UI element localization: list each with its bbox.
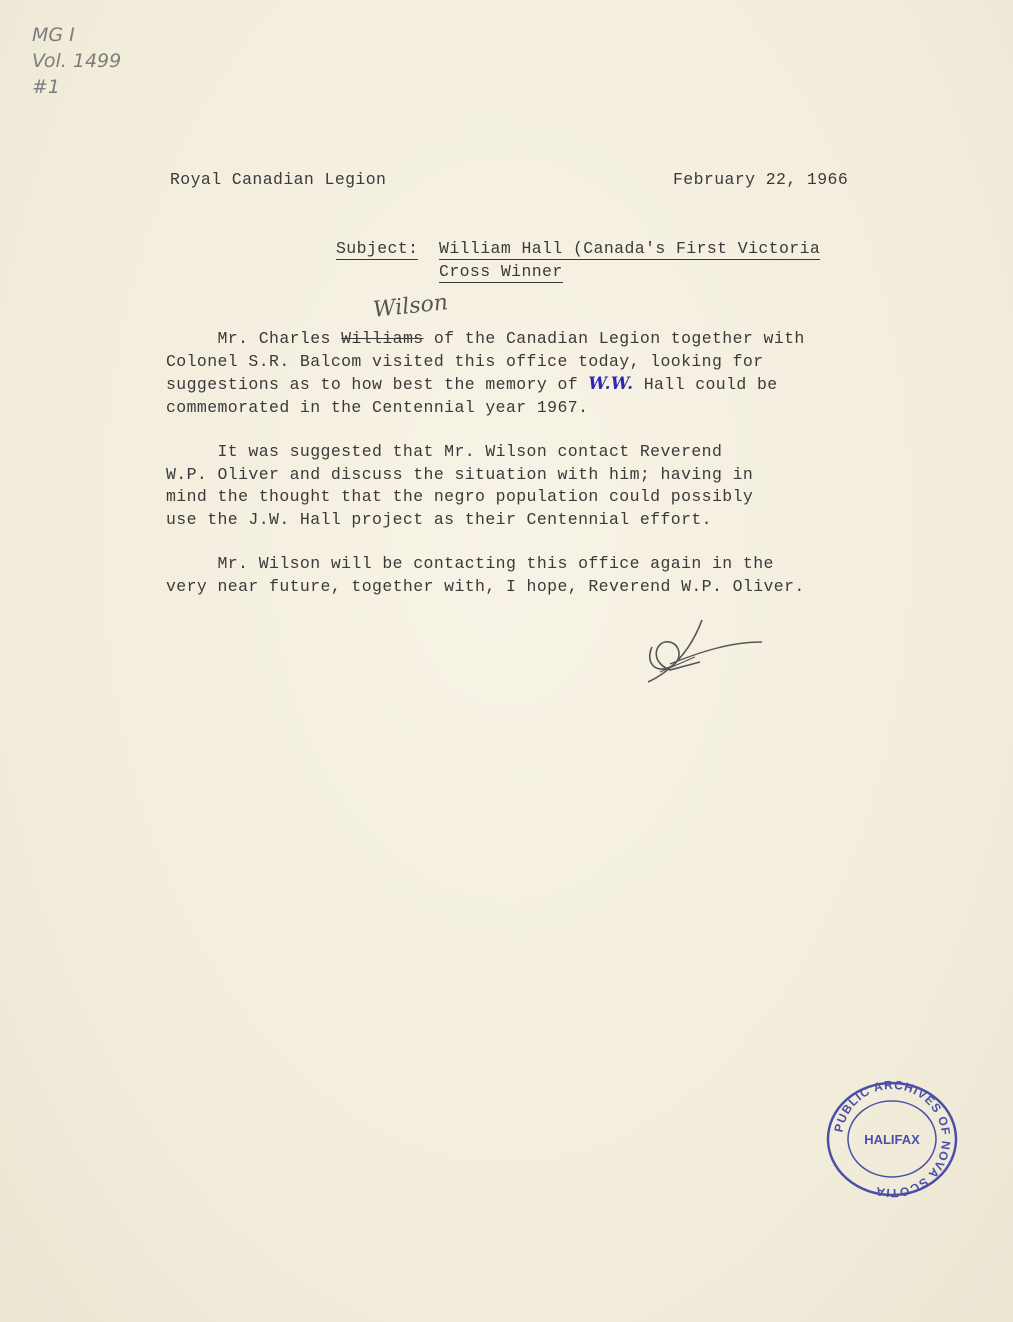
stamp-center-text: HALIFAX [864, 1132, 920, 1147]
paragraph-text: of the Canadian Legion together with [423, 329, 805, 348]
subject-line-2: Cross Winner [439, 262, 563, 281]
paragraph-line: Mr. Wilson will be contacting this office again in the [166, 554, 774, 573]
paragraph-3 [166, 553, 926, 598]
archive-note-line: Vol. 1499 [32, 50, 122, 72]
letter-date: February 22, 1966 [673, 170, 849, 189]
paragraph-line: W.P. Oliver and discuss the situation with him; having in [166, 464, 754, 484]
paragraph-line: It was suggested that Mr. Wilson contact Reverend [166, 442, 723, 461]
archive-note-line: MG I [32, 24, 75, 46]
archive-stamp [824, 1079, 960, 1199]
stamp-ring-text: PUBLIC ARCHIVES OF NOVA SCOTIA [831, 1079, 954, 1199]
paragraph-line: mind the thought that the negro population could possibly [166, 487, 754, 507]
struck-name: Williams [341, 329, 424, 348]
subject-label: Subject: [336, 239, 419, 258]
paragraph-text: suggestions as to how best the memory of [166, 375, 589, 395]
handwritten-initials: W.W. [588, 374, 634, 394]
paragraph-line: commemorated in the Centennial year 1967. [166, 397, 589, 417]
paragraph-line: very near future, together with, I hope, Reverend W.P. Oliver. [166, 576, 805, 596]
paragraph-2 [166, 441, 926, 531]
organization-name: Royal Canadian Legion [170, 170, 387, 189]
archive-pencil-note [32, 22, 121, 100]
paragraph-text: Mr. Charles [166, 329, 342, 348]
subject-block [336, 237, 820, 283]
handwritten-correction: Wilson [371, 290, 450, 323]
subject-line-1: William Hall (Canada's First Victoria [439, 239, 821, 258]
paragraph-1 [166, 328, 926, 419]
archive-note-line: #1 [32, 76, 61, 98]
paragraph-text: Hall could be [633, 375, 778, 395]
paragraph-line: use the J.W. Hall project as their Centennial effort. [166, 509, 712, 529]
paragraph-line: Colonel S.R. Balcom visited this office today, looking for [166, 351, 764, 371]
signature [640, 612, 770, 692]
